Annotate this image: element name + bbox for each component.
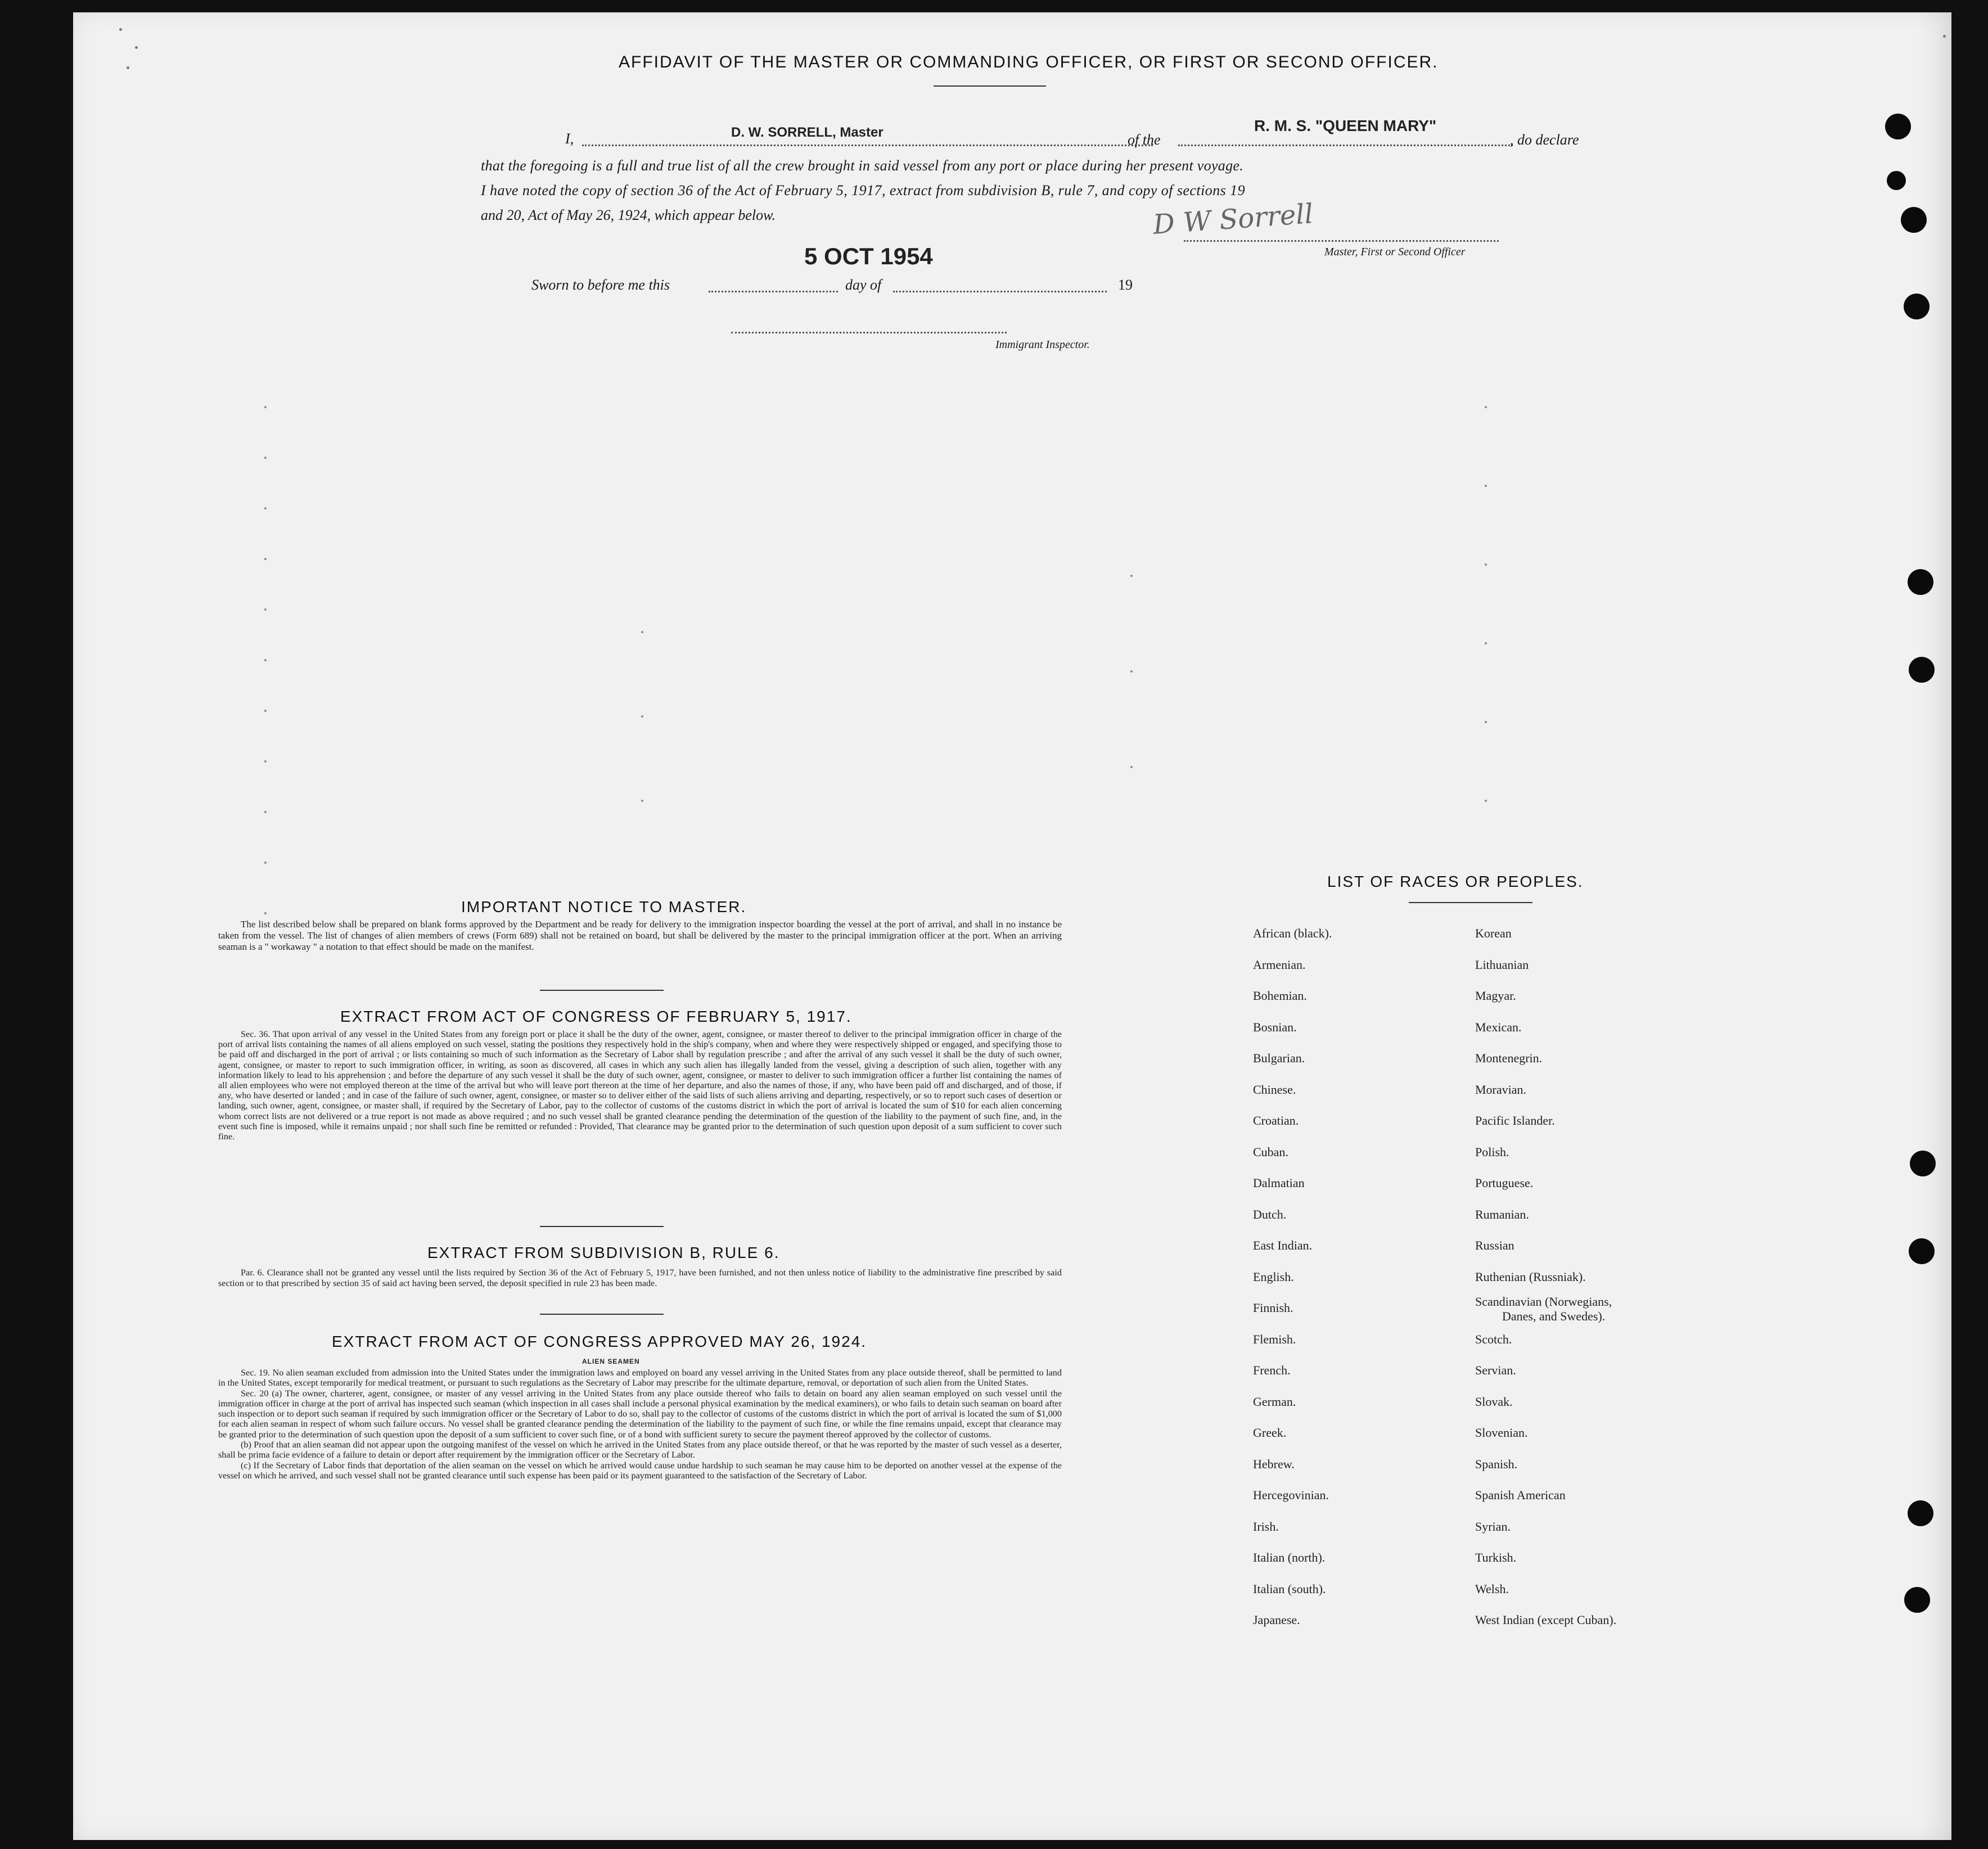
punch-hole — [1901, 207, 1927, 233]
race-item: Rumanian. — [1475, 1207, 1529, 1221]
race-item: Irish. — [1253, 1519, 1279, 1534]
race-item-scandinavian — [1475, 1292, 1616, 1324]
race-item: Montenegrin. — [1475, 1051, 1543, 1065]
race-item: Slovak. — [1475, 1394, 1513, 1409]
divider-rule — [540, 990, 664, 991]
race-item: Hebrew. — [1253, 1456, 1295, 1471]
scan-speck — [1943, 35, 1946, 38]
day-of-label: day of — [845, 277, 882, 293]
signature-caption: Master, First or Second Officer — [1324, 246, 1466, 258]
sworn-day-dotted-line — [709, 291, 838, 292]
punch-hole — [1909, 657, 1935, 683]
race-item: Turkish. — [1475, 1550, 1517, 1564]
race-item: Spanish. — [1475, 1456, 1518, 1471]
affidavit-line-4: and 20, Act of May 26, 1924, which appear below. — [481, 207, 776, 223]
punch-hole — [1908, 1500, 1933, 1526]
affidavit-title: AFFIDAVIT OF THE MASTER OR COMMANDING OFFICER, OR FIRST OR SECOND OFFICER. — [619, 53, 1439, 71]
punch-hole — [1904, 1587, 1930, 1613]
races-right-column — [1475, 918, 1616, 1636]
races-left-column — [1253, 918, 1332, 1636]
race-item: Ruthenian (Russniak). — [1475, 1269, 1586, 1284]
scan-speck — [119, 28, 122, 31]
margin-dot-column — [264, 406, 267, 912]
race-item: Japanese. — [1253, 1613, 1300, 1627]
sworn-label: Sworn to before me this — [531, 277, 670, 293]
extract-rule6-text: Par. 6. Clearance shall not be granted any vessel until the lists required by Section 36 of the Act of February 5, 1917, have been furnished, and not then unless notice of liability to the administrative fine prescribed by said section or to that prescribed by section 35 of said act having been served, the deposit specified in rule 23 has been made. — [218, 1268, 1062, 1288]
vessel-dotted-line — [1178, 145, 1513, 146]
races-title-rule — [1409, 902, 1532, 903]
race-item: Bosnian. — [1253, 1020, 1297, 1034]
divider-rule — [540, 1226, 664, 1227]
race-item: German. — [1253, 1394, 1296, 1409]
race-item: Servian. — [1475, 1363, 1516, 1377]
race-item: Hercegovinian. — [1253, 1488, 1329, 1502]
race-item: French. — [1253, 1363, 1291, 1377]
sworn-month-dotted-line — [893, 291, 1107, 292]
i-label: I, — [565, 130, 574, 147]
extract-1924-title: EXTRACT FROM ACT OF CONGRESS APPROVED MAY 26, 1924. — [332, 1333, 867, 1350]
race-item: Mexican. — [1475, 1020, 1522, 1034]
race-item: Armenian. — [1253, 957, 1306, 972]
race-item: Magyar. — [1475, 989, 1516, 1003]
race-item: Croatian. — [1253, 1113, 1299, 1128]
do-declare: , do declare — [1510, 132, 1579, 148]
punch-hole — [1909, 1238, 1935, 1264]
scan-speck — [135, 46, 138, 49]
race-item: East Indian. — [1253, 1238, 1313, 1252]
margin-dot-column — [641, 631, 643, 800]
extract-1917-title: EXTRACT FROM ACT OF CONGRESS OF FEBRUARY 5, 1917. — [340, 1008, 852, 1025]
races-title: LIST OF RACES OR PEOPLES. — [1327, 873, 1584, 890]
page-edge-shadow — [1918, 12, 1951, 1840]
race-item: Pacific Islander. — [1475, 1113, 1555, 1128]
master-signature: D W Sorrell — [1152, 198, 1314, 241]
race-item: Greek. — [1253, 1426, 1287, 1440]
race-item: Syrian. — [1475, 1519, 1511, 1534]
punch-hole — [1910, 1151, 1936, 1176]
year-prefix: 19 — [1118, 277, 1133, 293]
margin-dot-column — [1130, 575, 1133, 856]
race-item: Russian — [1475, 1238, 1514, 1252]
race-item: Bohemian. — [1253, 989, 1307, 1003]
inspector-dotted-line — [731, 332, 1007, 333]
race-item: Cuban. — [1253, 1144, 1288, 1159]
race-item: Slovenian. — [1475, 1426, 1528, 1440]
signature-dotted-line — [1184, 240, 1499, 242]
race-item: Korean — [1475, 926, 1512, 940]
race-item-line: Danes, and Swedes). — [1502, 1309, 1606, 1323]
race-item: Dalmatian — [1253, 1176, 1305, 1190]
race-item: Portuguese. — [1475, 1176, 1534, 1190]
name-dotted-line — [582, 145, 1153, 146]
notice-text: The list described below shall be prepared on blank forms approved by the Department and be ready for delivery to the immigration inspector boarding the vessel at the port of arrival, and shall in no instance be taken from the vessel. The list of changes of alien members of crews (Form 689) shall not be retained on board, but shall be delivered by the master to the principal immigration officer at the port. When an arriving seaman is a " workaway " a notation to that effect should be made on the manifest. — [218, 919, 1062, 952]
affidavit-line-3: I have noted the copy of section 36 of the Act of February 5, 1917, extract from subdivision B, rule 7, and copy of sections 19 — [481, 182, 1246, 199]
race-item: Flemish. — [1253, 1332, 1296, 1346]
punch-hole — [1904, 294, 1930, 319]
race-item: Finnish. — [1253, 1301, 1293, 1315]
race-item: Bulgarian. — [1253, 1051, 1305, 1065]
alien-seamen-subtitle: ALIEN SEAMEN — [582, 1358, 640, 1365]
extract-rule6-title: EXTRACT FROM SUBDIVISION B, RULE 6. — [427, 1244, 780, 1261]
race-item-line: Scandinavian (Norwegians, — [1475, 1295, 1612, 1309]
punch-hole — [1887, 171, 1906, 190]
vessel-name: R. M. S. "QUEEN MARY" — [1254, 117, 1437, 134]
date-stamp: 5 OCT 1954 — [804, 243, 933, 269]
scan-speck — [127, 66, 129, 69]
race-item: Lithuanian — [1475, 957, 1529, 972]
race-item: Chinese. — [1253, 1082, 1296, 1097]
race-item: African (black). — [1253, 926, 1332, 940]
title-rule — [934, 85, 1046, 87]
race-item: Polish. — [1475, 1144, 1509, 1159]
race-item: West Indian (except Cuban). — [1475, 1613, 1617, 1627]
inspector-caption: Immigrant Inspector. — [995, 339, 1090, 351]
extract-1924-text: Sec. 19. No alien seaman excluded from admission into the United States under the immigration laws and employed on board any vessel arriving in the United States from any place outside thereof, shall be permitted to land in the United States, except temporarily for medical treatment, or pursuant to such regulations as the Secretary of Labor may prescribe for the ultimate departure, removal, or deportation of such alien from the United States. Sec. 20 (a) The owner, charterer, agent, consignee, or master of any vessel arriving in the United States from any place outside thereof who fails to detain on board any alien seaman employed on such vessel until the immigration officer in charge at the port of arrival has inspected such seaman (which inspection in all cases shall include a personal physical examination by the medical examiners), or who fails to detain such seaman on board after such inspection or to deport such seaman if required by such immigration officer or the Secretary of Labor to do so, shall pay to the collector of customs of the customs district in which the port of arrival is located the sum of $1,000 for each alien seaman in respect of whom such failure occurs. No vessel shall be granted clearance pending the determination of the liability to the payment of such fine, or while the fine remains unpaid, except that clearance may be granted prior to the determination of such question upon the deposit of a sum sufficient to cover such fine, or of a bond with sufficient surety to secure the payment thereof approved by the collector of customs. (b) Proof that an alien seaman did not appear upon the outgoing manifest of the vessel on which he arrived in the United States from any place outside thereof, or that he was reported by the master of such vessel as a deserter, shall be prima facie evidence of a failure to detain or deport after requirement by the immigration officer or the Secretary of Labor. (c) If the Secretary of Labor finds that deportation of the alien seaman on the vessel on which he arrived would cause undue hardship to such seaman he may cause him to be deported on another vessel at the expense of the vessel on which he arrived, and such vessel shall not be granted clearance until such expense has been paid or its payment guaranteed to the satisfaction of the Secretary of Labor. — [218, 1368, 1062, 1481]
race-item: Scotch. — [1475, 1332, 1512, 1346]
margin-dot-column — [1485, 406, 1487, 912]
master-name: D. W. SORRELL, Master — [731, 125, 883, 140]
notice-title: IMPORTANT NOTICE TO MASTER. — [461, 898, 747, 916]
affidavit-line-2: that the foregoing is a full and true list of all the crew brought in said vessel from any port or place during her present voyage. — [481, 157, 1244, 174]
race-item: Dutch. — [1253, 1207, 1287, 1221]
race-item: Spanish American — [1475, 1488, 1566, 1502]
of-the-label: of the — [1128, 132, 1161, 148]
divider-rule — [540, 1314, 664, 1315]
race-item: Welsh. — [1475, 1581, 1509, 1596]
race-item: Italian (south). — [1253, 1581, 1326, 1596]
document-page — [73, 12, 1951, 1840]
extract-1917-text: Sec. 36. That upon arrival of any vessel in the United States from any foreign port or place it shall be the duty of the owner, agent, consignee, or master thereof to deliver to the principal immigration officer in charge of the port of arrival lists containing the names of all aliens employed on such vessel, stating the positions they respectively hold in the ship's company, when and where they were respectively shipped or engaged, and specifying those to be paid off and discharged in the port of arrival ; or lists containing so much of such information as the Secretary of Labor shall by regulation prescribe ; and after the arrival of any such vessel it shall be the duty of such owner, agent, consignee, or master to report to such immigration officer, in writing, as soon as discovered, all cases in which any such alien has illegally landed from the vessel, giving a description of such alien, together with any information likely to lead to his apprehension ; and before the departure of any such vessel it shall be the duty of such owner, agent, consignee, or master to deliver to such immigration officer a further list containing the names of all alien employees who were not employed thereon at the time of the arrival but who will leave port thereon at the time of her departure, and also the names of those, if any, who have been paid off and discharged, and of those, if any, who have deserted or landed ; and in case of the failure of such owner, agent, consignee, or master so to deliver either of the said lists of such aliens arriving and departing, respectively, or so to report such cases of desertion or landing, such owner, agent, consignee, or master shall, if required by the Secretary of Labor, pay to the collector of customs of the customs district in which the port of arrival is located the sum of $10 for each alien concerning whom correct lists are not delivered or a true report is not made as above required ; and no such vessel shall be granted clearance pending the determination of the question of the liability to the payment of such fine, and, in the event such fine is imposed, while it remains unpaid ; nor shall such fine be remitted or refunded : Provided, That clearance may be granted prior to the determination of such question upon deposit of a sum sufficient to cover such fine. — [218, 1029, 1062, 1142]
race-item: Italian (north). — [1253, 1550, 1326, 1564]
race-item: Moravian. — [1475, 1082, 1527, 1097]
race-item: English. — [1253, 1269, 1294, 1284]
punch-hole — [1908, 569, 1933, 595]
punch-hole — [1885, 114, 1911, 139]
